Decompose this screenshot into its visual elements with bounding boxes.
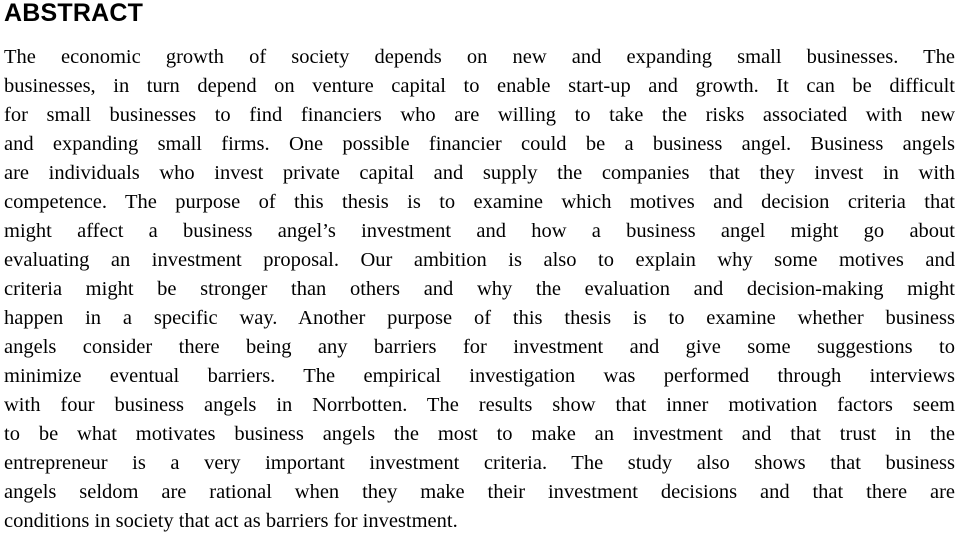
- abstract-line: angels consider there being any barriers for investment and give some suggestions to: [4, 336, 955, 358]
- abstract-section: [4, 0, 955, 536]
- abstract-line: competence. The purpose of this thesis is to examine which motives and decision criteria that: [4, 191, 955, 213]
- abstract-line: entrepreneur is a very important investment criteria. The study also shows that business: [4, 452, 955, 474]
- abstract-line: criteria might be stronger than others and why the evaluation and decision-making might: [4, 278, 955, 300]
- abstract-heading: ABSTRACT: [4, 0, 144, 27]
- abstract-line: happen in a specific way. Another purpose of this thesis is to examine whether business: [4, 307, 955, 329]
- abstract-line: The economic growth of society depends on new and expanding small businesses. The: [4, 46, 955, 68]
- abstract-line: with four business angels in Norrbotten. The results show that inner motivation factors seem: [4, 394, 955, 416]
- abstract-line: conditions in society that act as barriers for investment.: [4, 510, 458, 532]
- abstract-line: minimize eventual barriers. The empirical investigation was performed through interviews: [4, 365, 955, 387]
- abstract-line: and expanding small firms. One possible financier could be a business angel. Business angels: [4, 133, 955, 155]
- abstract-line: angels seldom are rational when they make their investment decisions and that there are: [4, 481, 955, 503]
- abstract-line: are individuals who invest private capital and supply the companies that they invest in with: [4, 162, 955, 184]
- abstract-paragraph: [4, 43, 955, 536]
- abstract-line: evaluating an investment proposal. Our ambition is also to explain why some motives and: [4, 249, 955, 271]
- abstract-line: for small businesses to find financiers who are willing to take the risks associated with new: [4, 104, 955, 126]
- abstract-line: might affect a business angel’s investment and how a business angel might go about: [4, 220, 955, 242]
- abstract-line: to be what motivates business angels the most to make an investment and that trust in the: [4, 423, 955, 445]
- abstract-line: businesses, in turn depend on venture capital to enable start-up and growth. It can be difficult: [4, 75, 955, 97]
